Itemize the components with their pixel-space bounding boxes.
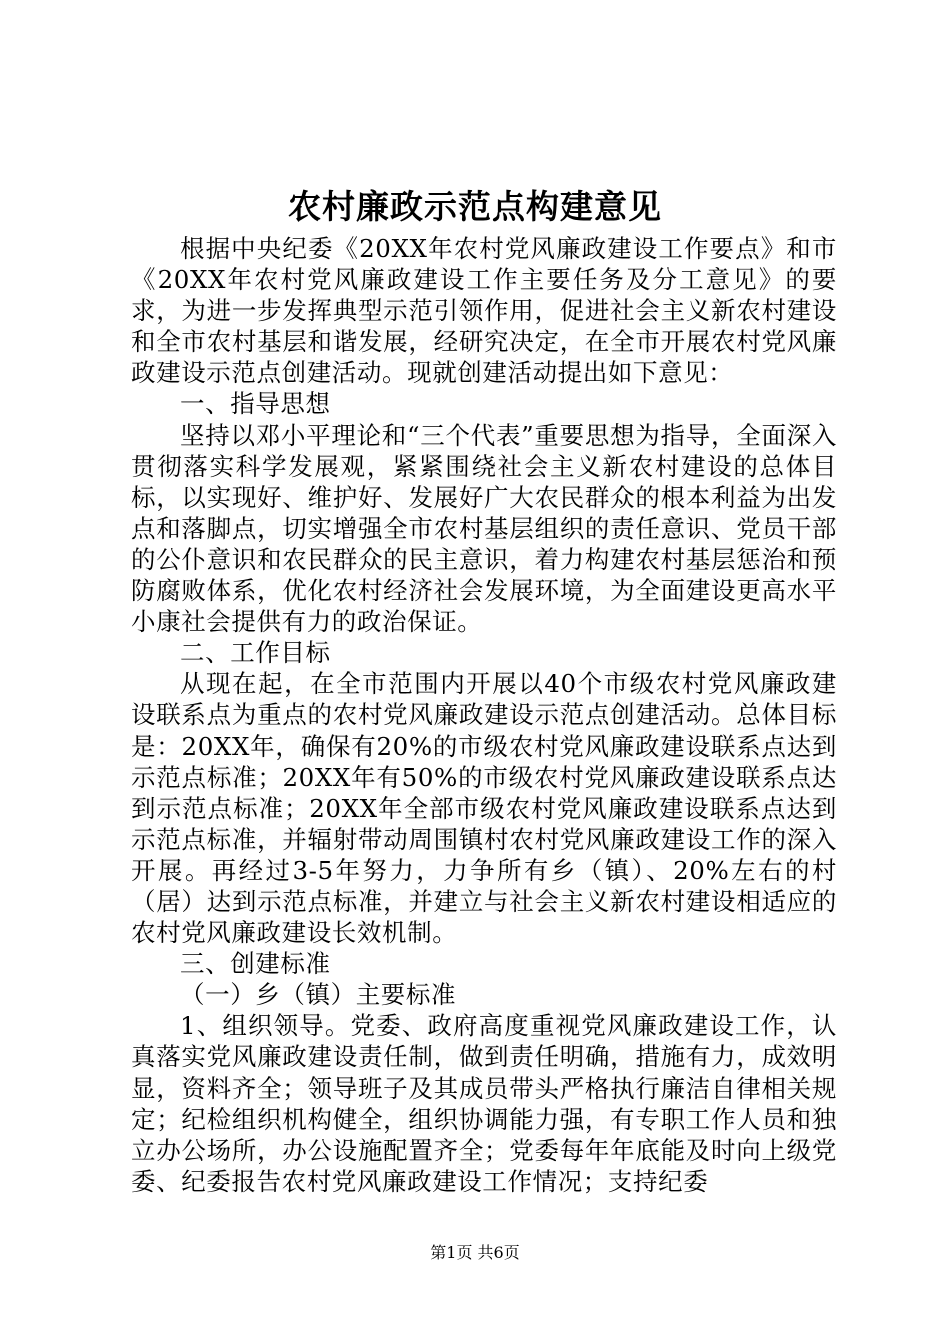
document-body — [131, 233, 837, 1197]
section-heading-standards: 三、创建标准 — [180, 949, 331, 979]
guiding-ideology-paragraph: 坚持以邓小平理论和“三个代表”重要思想为指导，全面深入贯彻落实科学发展观，紧紧围绕社会主义新农村建设的总体目标，以实现好、维护好、发展好广大农民群众的根本利益为出发点和落脚点，切实增强全市农村基层组织的责任意识、党员干部的公仆意识和农民群众的民主意识，着力构建农村基层惩治和预防腐败体系，优化农村经济社会发展环境，为全面建设更高水平小康社会提供有力的政治保证。 — [131, 420, 837, 637]
section-heading-guiding-ideology: 一、指导思想 — [180, 389, 331, 419]
intro-paragraph: 根据中央纪委《20XX年农村党风廉政建设工作要点》和市《20XX年农村党风廉政建设工作主要任务及分工意见》的要求，为进一步发挥典型示范引领作用，促进社会主义新农村建设和全市农村基层和谐发展，经研究决定，在全市开展农村党风廉政建设示范点创建活动。现就创建活动提出如下意见： — [131, 234, 837, 388]
page-footer: 第1页 共6页 — [430, 1243, 520, 1262]
work-goals-paragraph: 从现在起，在全市范围内开展以40个市级农村党风廉政建设联系点为重点的农村党风廉政建设示范点创建活动。总体目标是：20XX年，确保有20%的市级农村党风廉政建设联系点达到示范点标准；20XX年有50%的市级农村党风廉政建设联系点达到示范点标准；20XX年全部市级农村党风廉政建设联系点达到示范点标准，并辐射带动周围镇村农村党风廉政建设工作的深入开展。再经过3-5年努力，力争所有乡（镇）、20%左右的村（居）达到示范点标准，并建立与社会主义新农村建设相适应的农村党风廉政建设长效机制。 — [131, 669, 837, 948]
document-title: 农村廉政示范点构建意见 — [288, 187, 662, 226]
subsection-heading-township-standards: （一）乡（镇）主要标准 — [180, 980, 457, 1010]
section-heading-work-goals: 二、工作目标 — [180, 638, 331, 668]
organization-leadership-paragraph: 1、组织领导。党委、政府高度重视党风廉政建设工作，认真落实党风廉政建设责任制，做到责任明确，措施有力，成效明显，资料齐全；领导班子及其成员带头严格执行廉洁自律相关规定；纪检组织机构健全，组织协调能力强，有专职工作人员和独立办公场所，办公设施配置齐全；党委每年年底能及时向上级党委、纪委报告农村党风廉政建设工作情况；支持纪委 — [131, 1011, 837, 1196]
